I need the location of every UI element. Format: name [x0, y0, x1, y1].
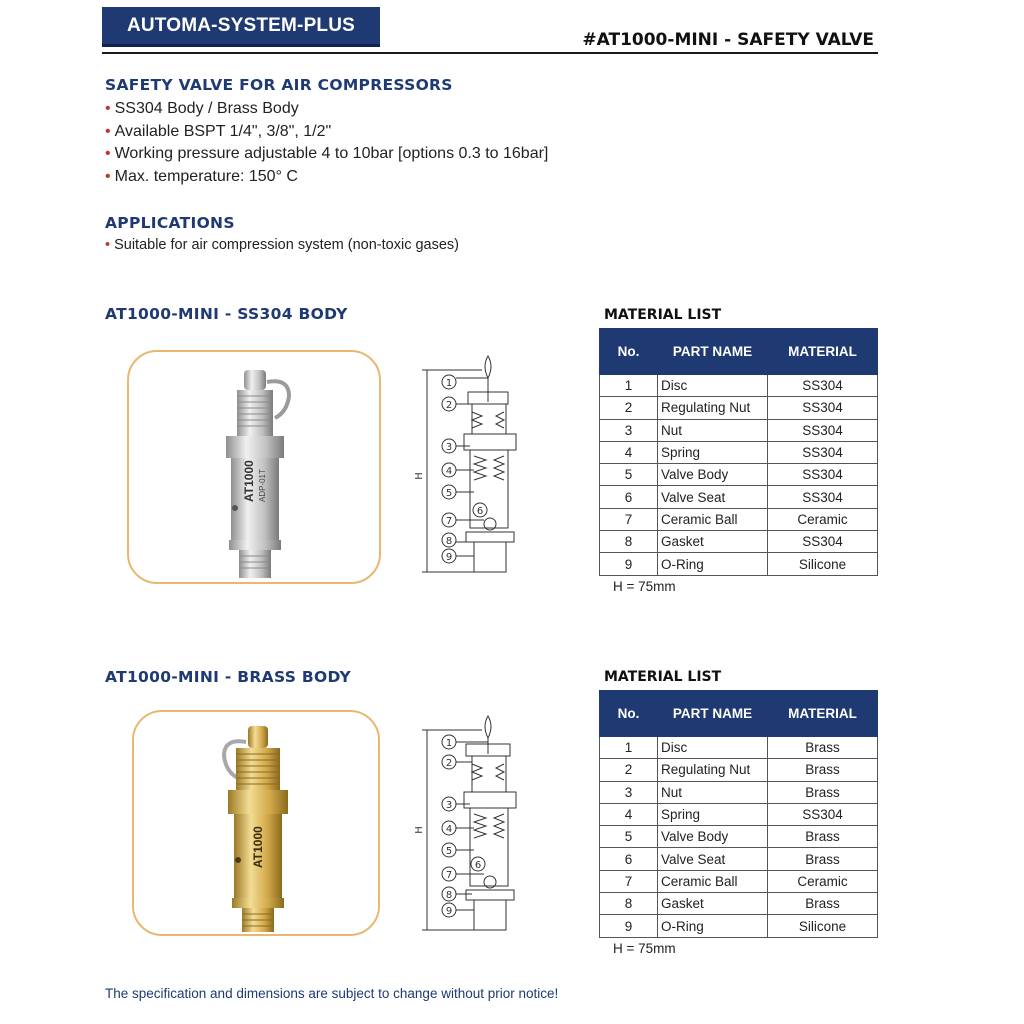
- bullet-icon: •: [105, 145, 111, 163]
- ss304-material-list-title: MATERIAL LIST: [604, 307, 722, 323]
- height-dimension-label: H: [414, 472, 425, 480]
- column-header-part-name: PART NAME: [658, 691, 768, 737]
- ss304-photo-subengraving: ADP-01T: [258, 469, 267, 502]
- table-row: 2 Regulating Nut Brass: [600, 759, 878, 781]
- callout-2: 2: [445, 400, 453, 411]
- ss304-photo-engraving: AT1000: [242, 460, 256, 502]
- footer-disclaimer: The specification and dimensions are subject to change without prior notice!: [105, 986, 559, 1001]
- table-header-row: [600, 691, 878, 737]
- brand-logo-box: [102, 7, 380, 47]
- list-item: • Max. temperature: 150° C: [105, 167, 298, 185]
- document-title: #AT1000-MINI - SAFETY VALVE: [582, 30, 874, 50]
- callout-4: 4: [445, 466, 453, 477]
- callout-6: 6: [476, 506, 484, 517]
- table-row: 2 Regulating Nut SS304: [600, 397, 878, 419]
- brass-product-photo: [132, 710, 380, 936]
- list-item: • SS304 Body / Brass Body: [105, 100, 299, 117]
- callout-8: 8: [445, 890, 453, 901]
- list-item: • Available BSPT 1/4", 3/8", 1/2": [105, 122, 332, 140]
- height-dimension-label: H: [414, 826, 425, 834]
- callout-5: 5: [445, 488, 453, 499]
- applications-bullet-list: [105, 235, 459, 255]
- callout-1: 1: [445, 378, 453, 389]
- brand-name: AUTOMA-SYSTEM-PLUS: [126, 14, 356, 36]
- table-row: 6 Valve Seat SS304: [600, 486, 878, 508]
- table-row: 5 Valve Body SS304: [600, 464, 878, 486]
- bullet-icon: •: [105, 122, 111, 140]
- callout-2: 2: [445, 758, 453, 769]
- ss304-material-table: [599, 328, 878, 576]
- callout-6: 6: [474, 860, 482, 871]
- table-row: 1 Disc Brass: [600, 737, 878, 759]
- ss304-section-heading: AT1000-MINI - SS304 BODY: [105, 305, 348, 323]
- table-row: 1 Disc SS304: [600, 375, 878, 397]
- bullet-icon: •: [105, 237, 111, 253]
- column-header-material: MATERIAL: [768, 691, 878, 737]
- ss304-cross-section-drawing: [412, 352, 527, 577]
- table-row: 4 Spring SS304: [600, 441, 878, 463]
- brass-height-note: H = 75mm: [613, 941, 676, 956]
- column-header-no: No.: [600, 691, 658, 737]
- header-divider: [102, 52, 878, 54]
- callout-1: 1: [445, 738, 453, 749]
- list-item: • Working pressure adjustable 4 to 10bar [options 0.3 to 16bar]: [105, 145, 549, 163]
- table-row: 3 Nut SS304: [600, 419, 878, 441]
- bullet-icon: •: [105, 100, 111, 117]
- table-row: 8 Gasket Brass: [600, 893, 878, 915]
- callout-7: 7: [445, 870, 453, 881]
- callout-9: 9: [445, 552, 453, 563]
- column-header-part-name: PART NAME: [658, 329, 768, 375]
- column-header-no: No.: [600, 329, 658, 375]
- brass-cross-section-drawing: [412, 712, 527, 934]
- table-row: 8 Gasket SS304: [600, 531, 878, 553]
- intro-bullet-list: [105, 98, 548, 188]
- intro-heading: SAFETY VALVE FOR AIR COMPRESSORS: [105, 76, 453, 94]
- ss304-product-photo: [127, 350, 381, 584]
- brass-material-table: [599, 690, 878, 938]
- table-row: 9 O-Ring Silicone: [600, 553, 878, 575]
- table-row: 9 O-Ring Silicone: [600, 915, 878, 937]
- callout-3: 3: [445, 442, 453, 453]
- table-row: 7 Ceramic Ball Ceramic: [600, 870, 878, 892]
- table-header-row: [600, 329, 878, 375]
- list-item: • Suitable for air compression system (non-toxic gases): [105, 237, 459, 253]
- callout-9: 9: [445, 906, 453, 917]
- callout-5: 5: [445, 846, 453, 857]
- table-row: 6 Valve Seat Brass: [600, 848, 878, 870]
- bullet-icon: •: [105, 167, 111, 185]
- callout-3: 3: [445, 800, 453, 811]
- table-row: 3 Nut Brass: [600, 781, 878, 803]
- ss304-valve-image: [129, 352, 379, 582]
- brass-section-heading: AT1000-MINI - BRASS BODY: [105, 668, 352, 686]
- brass-photo-engraving: AT1000: [251, 826, 265, 868]
- callout-7: 7: [445, 516, 453, 527]
- column-header-material: MATERIAL: [768, 329, 878, 375]
- callout-8: 8: [445, 536, 453, 547]
- brass-valve-image: [134, 712, 378, 934]
- table-row: 7 Ceramic Ball Ceramic: [600, 508, 878, 530]
- callout-4: 4: [445, 824, 453, 835]
- brass-material-list-title: MATERIAL LIST: [604, 669, 722, 685]
- applications-heading: APPLICATIONS: [105, 214, 235, 232]
- ss304-height-note: H = 75mm: [613, 579, 676, 594]
- table-row: 4 Spring SS304: [600, 803, 878, 825]
- table-row: 5 Valve Body Brass: [600, 826, 878, 848]
